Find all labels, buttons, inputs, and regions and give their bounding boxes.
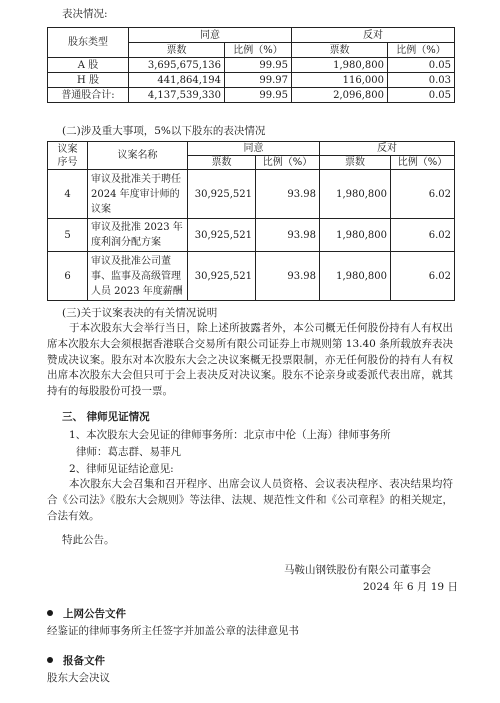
bullet-icon [47, 657, 53, 663]
row-type: 普通股合计: [48, 88, 129, 103]
row-against-votes: 116,000 [292, 73, 388, 88]
row-no: 6 [48, 252, 88, 301]
section-3-body: 于本次股东大会举行当日，除上述所披露者外，本公司概无任何股份持有人有权出席本次股东大会须根据香港联合交易所有限公司证券上市规则第 13.40 条所载放弃表决赞成决议案。股东对本次股东大会之决议案概无投票限制，亦无任何股份的持有人有权出席本次股东大会但只可于会上表决反对决议案。股东不论亲身或委派代表出席，就其持有的每股股份可投一票。 [47, 322, 453, 398]
section-3-title: (三)关于议案表决的有关情况说明 [62, 307, 218, 319]
row-for-ratio: 99.95 [225, 88, 292, 103]
announcement-text: 特此公告。 [62, 534, 115, 546]
row-against-ratio: 0.05 [388, 88, 455, 103]
lawyer-section-title: 三、 律师见证情况 [62, 411, 150, 423]
row-for-ratio: 93.98 [256, 170, 320, 219]
row-for-ratio: 93.98 [256, 219, 320, 252]
voting-results-table [47, 27, 455, 103]
header-against: 反对 [292, 28, 455, 43]
table-row [48, 73, 455, 88]
header-against-votes: 票数 [320, 156, 391, 170]
header-for: 同意 [129, 28, 292, 43]
header-proposal-no: 议案 序号 [48, 142, 88, 170]
row-against-votes: 1,980,800 [292, 58, 388, 73]
lawyer-item-2: 2、律师见证结论意见: [69, 463, 174, 475]
row-no: 5 [48, 219, 88, 252]
header-for: 同意 [188, 142, 320, 156]
row-against-ratio: 6.02 [391, 252, 455, 301]
section-2-title: (二)涉及重大事项，5%以下股东的表决情况 [62, 125, 266, 137]
header-against-ratio: 比例（%） [388, 43, 455, 58]
table-row [48, 219, 455, 252]
header-against-votes: 票数 [292, 43, 388, 58]
voting-status-label: 表决情况: [62, 8, 108, 20]
row-against-ratio: 0.03 [388, 73, 455, 88]
row-for-votes: 30,925,521 [188, 219, 256, 252]
table-row [48, 170, 455, 219]
row-against-ratio: 6.02 [391, 219, 455, 252]
online-docs-heading [47, 607, 126, 622]
header-against: 反对 [320, 142, 455, 156]
row-type: A 股 [48, 58, 129, 73]
filing-docs-title: 报备文件 [63, 655, 105, 667]
row-against-votes: 2,096,800 [292, 88, 388, 103]
online-docs-content: 经鉴证的律师事务所主任签字并加盖公章的法律意见书 [47, 625, 299, 637]
table-row [48, 58, 455, 73]
bullet-icon [47, 610, 53, 616]
header-shareholder-type: 股东类型 [48, 28, 129, 58]
lawyer-item-1: 1、本次股东大会见证的律师事务所：北京市中伦（上海）律师事务所 [69, 429, 391, 441]
header-proposal-name: 议案名称 [88, 142, 188, 170]
row-for-votes: 30,925,521 [188, 170, 256, 219]
row-for-ratio: 99.97 [225, 73, 292, 88]
row-against-ratio: 6.02 [391, 170, 455, 219]
row-name: 审议及批准关于聘任2024 年度审计师的议案 [88, 170, 188, 219]
lawyer-names: 律师：葛志群、易菲凡 [76, 446, 181, 458]
row-against-votes: 1,980,800 [320, 219, 391, 252]
row-against-votes: 1,980,800 [320, 170, 391, 219]
table-row [48, 252, 455, 301]
table-row [48, 88, 455, 103]
signature-company: 马鞍山钢铁股份有限公司董事会 [284, 564, 431, 576]
header-against-ratio: 比例（%） [391, 156, 455, 170]
minority-voting-table [47, 141, 455, 301]
row-for-ratio: 99.95 [225, 58, 292, 73]
filing-docs-heading [47, 654, 105, 669]
header-for-ratio: 比例（%） [256, 156, 320, 170]
signature-date: 2024 年 6 月 19 日 [363, 581, 458, 593]
row-for-votes: 441,864,194 [129, 73, 225, 88]
row-no: 4 [48, 170, 88, 219]
lawyer-conclusion: 本次股东大会召集和召开程序、出席会议人员资格、会议表决程序、表决结果均符合《公司法》《股东大会规则》等法律、法规、规范性文件和《公司章程》的相关规定，合法有效。 [47, 478, 453, 522]
row-name: 审议及批准 2023 年度利润分配方案 [88, 219, 188, 252]
row-type: H 股 [48, 73, 129, 88]
filing-docs-content: 股东大会决议 [47, 672, 110, 684]
row-against-votes: 1,980,800 [320, 252, 391, 301]
row-name: 审议及批准公司董事、监事及高级管理人员 2023 年度薪酬 [88, 252, 188, 301]
header-for-votes: 票数 [188, 156, 256, 170]
row-for-votes: 4,137,539,330 [129, 88, 225, 103]
row-against-ratio: 0.05 [388, 58, 455, 73]
online-docs-title: 上网公告文件 [63, 608, 126, 620]
row-for-ratio: 93.98 [256, 252, 320, 301]
header-for-votes: 票数 [129, 43, 225, 58]
row-for-votes: 30,925,521 [188, 252, 256, 301]
header-for-ratio: 比例（%） [225, 43, 292, 58]
row-for-votes: 3,695,675,136 [129, 58, 225, 73]
